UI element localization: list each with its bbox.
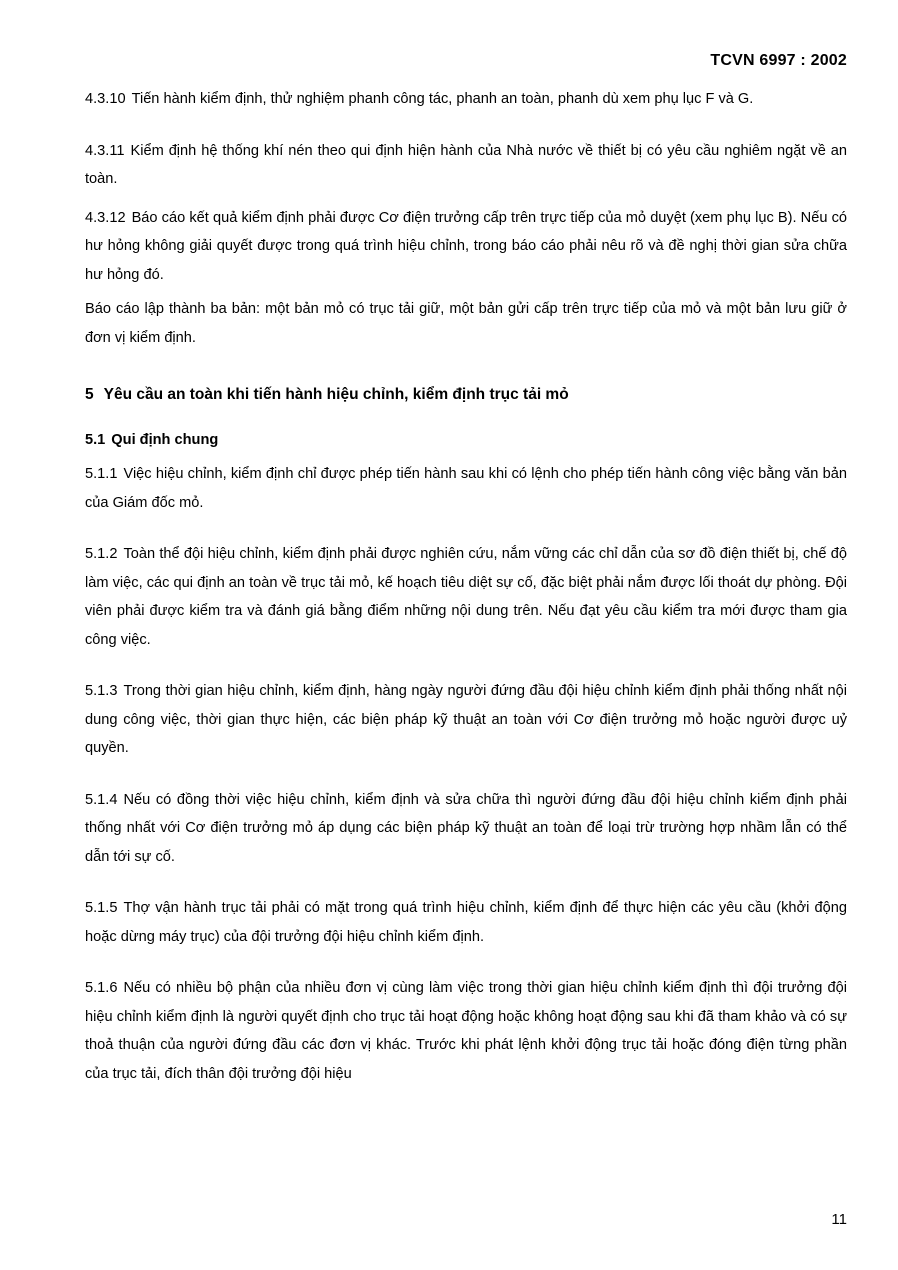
clause-text: Thợ vận hành trục tải phải có mặt trong quá trình hiệu chỉnh, kiểm định để thực hiện các yêu cầu (khởi động hoặc dừng máy trục) của đội trưởng đội hiệu chỉnh kiểm định. <box>85 900 847 945</box>
page-number: 11 <box>831 1211 847 1228</box>
clause-number: 4.3.10 <box>85 91 126 107</box>
document-body <box>85 85 847 1088</box>
clause-number: 5.1.1 <box>85 466 118 482</box>
clause-text: Báo cáo lập thành ba bản: một bản mỏ có trục tải giữ, một bản gửi cấp trên trực tiếp của mỏ và một bản lưu giữ ở đơn vị kiểm định. <box>85 301 847 346</box>
clause-text: Nếu có đồng thời việc hiệu chỉnh, kiểm định và sửa chữa thì người đứng đầu đội hiệu chỉnh kiểm định phải thống nhất với Cơ điện trưởng mỏ áp dụng các biện pháp kỹ thuật an toàn để loại trừ trường hợp nhầm lẫn có thể dẫn tới sự cố. <box>85 791 847 865</box>
clause-4-3-12 <box>85 204 847 290</box>
section-title: Yêu cầu an toàn khi tiến hành hiệu chỉnh, kiểm định trục tải mỏ <box>103 386 569 403</box>
clause-number: 4.3.11 <box>85 142 125 159</box>
clause-text: Nếu có nhiều bộ phận của nhiều đơn vị cùng làm việc trong thời gian hiệu chỉnh kiểm định thì đội trưởng đội hiệu chỉnh kiểm định là người quyết định cho trục tải hoạt động hoặc không hoạt động sau khi đã tham khảo và có sự thoả thuận của người đứng đầu các đơn vị khác. Trước khi phát lệnh khởi động trục tải hoặc đóng điện từng phần của trục tải, đích thân đội trưởng đội hiệu <box>85 980 847 1082</box>
clause-number: 4.3.12 <box>85 209 126 226</box>
clause-text: Tiến hành kiểm định, thử nghiệm phanh công tác, phanh an toàn, phanh dù xem phụ lục F và G. <box>131 91 754 107</box>
clause-text: Toàn thể đội hiệu chỉnh, kiểm định phải được nghiên cứu, nắm vững các chỉ dẫn của sơ đồ điện thiết bị, chế độ làm việc, các qui định an toàn về trục tải mỏ, kế hoạch tiêu diệt sự cố, đặc biệt phải nắm được lối thoát dự phòng. Đội viên phải được kiểm tra và đánh giá bằng điểm những nội dung trên. Nếu đạt yêu cầu kiểm tra mới được tham gia công việc. <box>85 546 847 648</box>
clause-5-1-6 <box>85 974 847 1088</box>
clause-5-1-2 <box>85 540 847 654</box>
clause-number: 5.1.6 <box>85 980 118 996</box>
section-heading-5 <box>85 381 847 409</box>
clause-4-3-11 <box>85 137 847 194</box>
clause-text: Việc hiệu chỉnh, kiểm định chỉ được phép tiến hành sau khi có lệnh cho phép tiến hành công việc bằng văn bản của Giám đốc mỏ. <box>85 466 847 511</box>
clause-number: 5.1.3 <box>85 683 118 699</box>
clause-5-1-3 <box>85 677 847 763</box>
clause-number: 5.1.5 <box>85 900 118 916</box>
clause-text: Trong thời gian hiệu chỉnh, kiểm định, hàng ngày người đứng đầu đội hiệu chỉnh kiểm định phải thống nhất nội dung công việc, thời gian thực hiện, các biện pháp kỹ thuật an toàn với Cơ điện trưởng mỏ hoặc người được uỷ quyền. <box>85 683 847 756</box>
document-code: TCVN 6997 : 2002 <box>710 52 847 69</box>
subsection-title: Qui định chung <box>111 432 219 448</box>
clause-number: 5.1.2 <box>85 546 118 562</box>
clause-text: Báo cáo kết quả kiểm định phải được Cơ điện trưởng cấp trên trực tiếp của mỏ duyệt (xem phụ lục B). Nếu có hư hỏng không giải quyết được trong quá trình hiệu chỉnh, trong báo cáo phải nêu rõ và đề nghị thời gian sửa chữa hư hỏng đó. <box>85 209 847 283</box>
clause-text: Kiểm định hệ thống khí nén theo qui định hiện hành của Nhà nước về thiết bị có yêu cầu nghiêm ngặt về an toàn. <box>85 142 847 187</box>
document-page <box>85 52 847 1252</box>
clause-5-1-1 <box>85 460 847 517</box>
clause-5-1-5 <box>85 894 847 951</box>
clause-5-1-4 <box>85 786 847 872</box>
subsection-number: 5.1 <box>85 432 106 448</box>
clause-4-3-10 <box>85 85 847 114</box>
subsection-heading-5-1 <box>85 426 847 454</box>
clause-4-3-12-continued <box>85 295 847 352</box>
section-number: 5 <box>85 386 94 403</box>
clause-number: 5.1.4 <box>85 791 118 808</box>
